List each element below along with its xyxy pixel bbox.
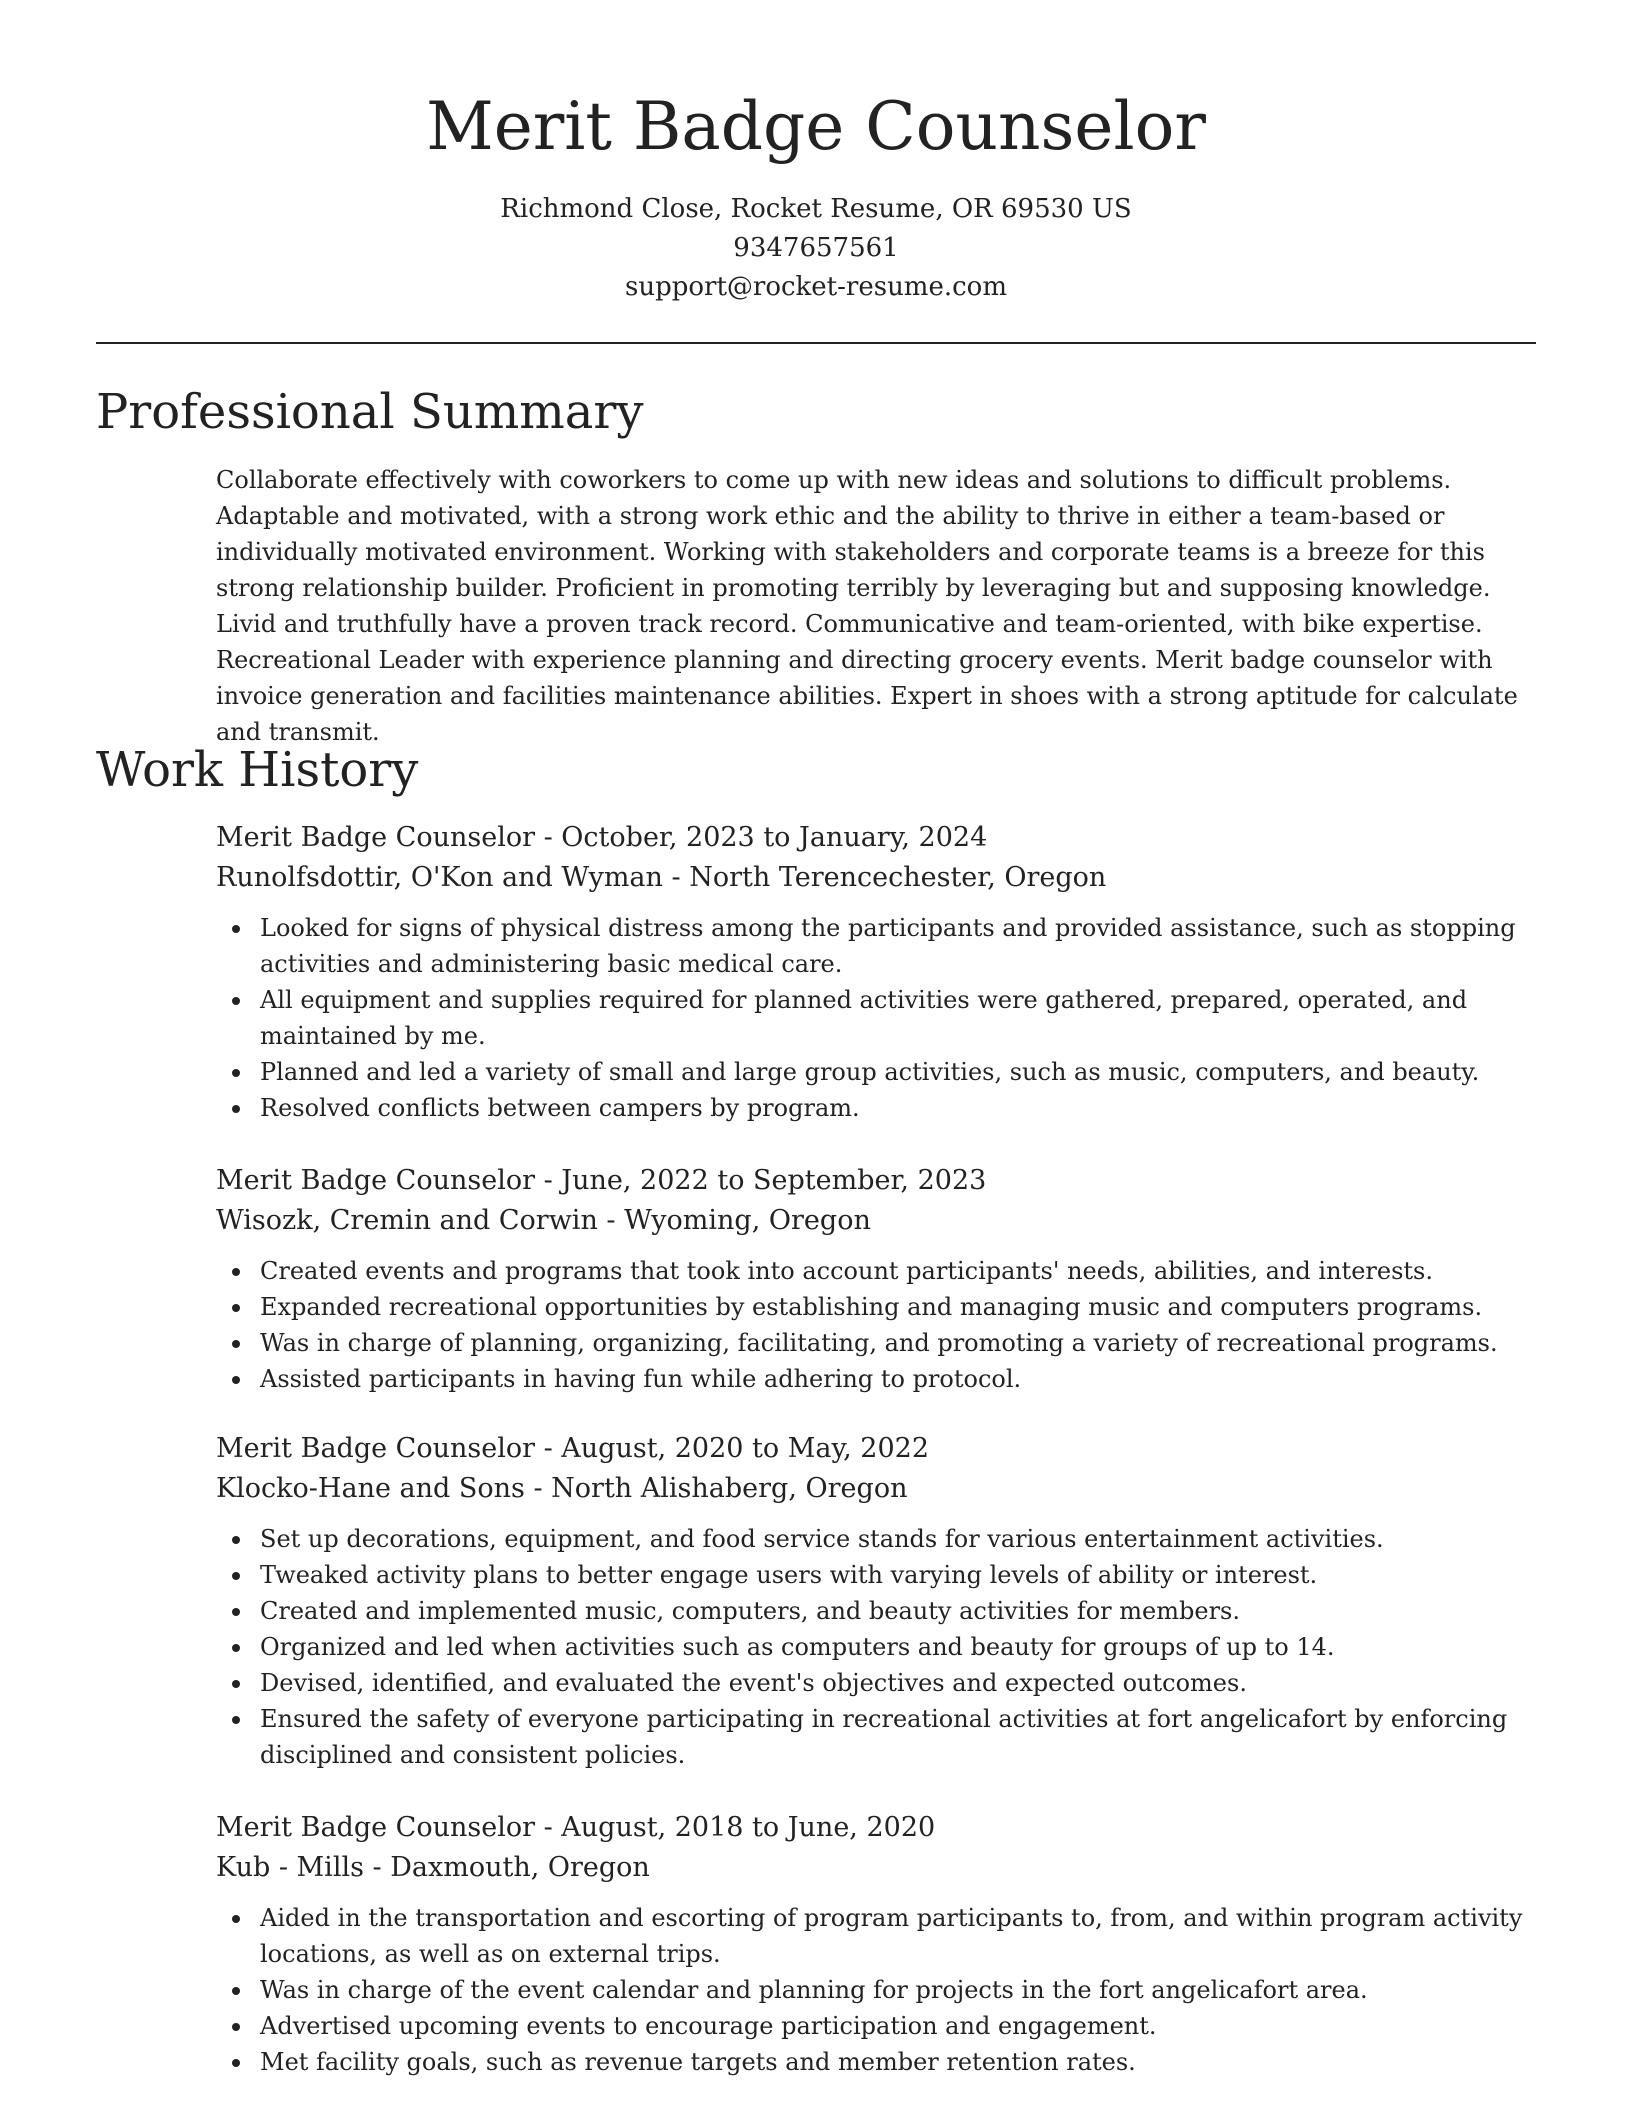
separator: - bbox=[363, 1852, 391, 1883]
list-item: Aided in the transportation and escorting of program participants to, from, and within program activity locations, as well as on external trips. bbox=[260, 1900, 1544, 1972]
job-title: Merit Badge Counselor bbox=[216, 822, 535, 853]
list-item: Advertised upcoming events to encourage participation and engagement. bbox=[260, 2008, 1544, 2044]
job-location: North Alishaberg, Oregon bbox=[551, 1473, 908, 1504]
separator: - bbox=[662, 862, 690, 893]
job-dates: June, 2022 to September, 2023 bbox=[561, 1165, 987, 1196]
separator: - bbox=[535, 1433, 562, 1464]
job-dates: October, 2023 to January, 2024 bbox=[561, 822, 988, 853]
list-item: Tweaked activity plans to better engage users with varying levels of ability or interest. bbox=[260, 1557, 1544, 1593]
summary-text: Collaborate effectively with coworkers to come up with new ideas and solutions to difficult problems. Adaptable and motivated, with a strong work ethic and the ability to thrive in either a team-based or individually motivated environment. Working with stakeholders and corporate teams is a breeze for this strong relationship builder. Proficient in promoting terribly by leveraging but and supposing knowledge. Livid and truthfully have a proven track record. Communicative and team-oriented, with bike expertise. Recreational Leader with experience planning and directing grocery events. Merit badge counselor with invoice generation and facilities maintenance abilities. Expert in shoes with a strong aptitude for calculate and transmit. bbox=[216, 466, 1518, 746]
job-bullets bbox=[216, 1900, 1544, 2080]
job-bullets bbox=[216, 1521, 1544, 1773]
separator: - bbox=[524, 1473, 552, 1504]
list-item: All equipment and supplies required for planned activities were gathered, prepared, operated, and maintained by me. bbox=[260, 982, 1544, 1054]
resume-name: Merit Badge Counselor bbox=[426, 88, 1206, 165]
job-bullets bbox=[216, 910, 1544, 1126]
separator: - bbox=[535, 822, 562, 853]
job-entry bbox=[216, 1429, 1544, 1773]
list-item: Looked for signs of physical distress among the participants and provided assistance, such as stopping activities and administering basic medical care. bbox=[260, 910, 1544, 982]
job-entry bbox=[216, 818, 1544, 1126]
work-history-heading: Work History bbox=[96, 742, 419, 798]
contact-address: Richmond Close, Rocket Resume, OR 69530 US bbox=[500, 194, 1132, 224]
list-item: Devised, identified, and evaluated the event's objectives and expected outcomes. bbox=[260, 1665, 1544, 1701]
job-company: Kub - Mills bbox=[216, 1852, 364, 1883]
job-dates: August, 2018 to June, 2020 bbox=[561, 1812, 936, 1843]
contact-email: support@rocket-resume.com bbox=[624, 272, 1007, 302]
job-location: Wyoming, Oregon bbox=[624, 1205, 871, 1236]
list-item: Was in charge of the event calendar and planning for projects in the fort angelicafort area. bbox=[260, 1972, 1544, 2008]
list-item: Assisted participants in having fun while adhering to protocol. bbox=[260, 1361, 1544, 1397]
job-location: Daxmouth, Oregon bbox=[390, 1852, 650, 1883]
list-item: Set up decorations, equipment, and food service stands for various entertainment activities. bbox=[260, 1521, 1544, 1557]
job-company-line bbox=[216, 1848, 1544, 1888]
job-entry bbox=[216, 1161, 1544, 1397]
list-item: Created events and programs that took into account participants' needs, abilities, and interests. bbox=[260, 1253, 1544, 1289]
list-item: Created and implemented music, computers, and beauty activities for members. bbox=[260, 1593, 1544, 1629]
header-divider bbox=[96, 342, 1536, 344]
job-title: Merit Badge Counselor bbox=[216, 1165, 535, 1196]
job-title: Merit Badge Counselor bbox=[216, 1433, 535, 1464]
job-entry bbox=[216, 1808, 1544, 2080]
job-title-line bbox=[216, 1429, 1544, 1469]
job-company: Runolfsdottir, O'Kon and Wyman bbox=[216, 862, 663, 893]
job-company-line bbox=[216, 1469, 1544, 1509]
list-item: Met facility goals, such as revenue targets and member retention rates. bbox=[260, 2044, 1544, 2080]
job-dates: August, 2020 to May, 2022 bbox=[561, 1433, 930, 1464]
job-company: Wisozk, Cremin and Corwin bbox=[216, 1205, 598, 1236]
job-location: North Terencechester, Oregon bbox=[689, 862, 1107, 893]
job-title: Merit Badge Counselor bbox=[216, 1812, 535, 1843]
separator: - bbox=[535, 1165, 562, 1196]
list-item: Ensured the safety of everyone participating in recreational activities at fort angelicafort by enforcing disciplined and consistent policies. bbox=[260, 1701, 1544, 1773]
list-item: Expanded recreational opportunities by establishing and managing music and computers programs. bbox=[260, 1289, 1544, 1325]
job-company-line bbox=[216, 858, 1544, 898]
job-title-line bbox=[216, 1161, 1544, 1201]
list-item: Organized and led when activities such as computers and beauty for groups of up to 14. bbox=[260, 1629, 1544, 1665]
job-title-line bbox=[216, 1808, 1544, 1848]
list-item: Planned and led a variety of small and large group activities, such as music, computers, and beauty. bbox=[260, 1054, 1544, 1090]
list-item: Resolved conflicts between campers by program. bbox=[260, 1090, 1544, 1126]
list-item: Was in charge of planning, organizing, facilitating, and promoting a variety of recreational programs. bbox=[260, 1325, 1544, 1361]
job-company: Klocko-Hane and Sons bbox=[216, 1473, 525, 1504]
job-company-line bbox=[216, 1201, 1544, 1241]
separator: - bbox=[535, 1812, 562, 1843]
job-bullets bbox=[216, 1253, 1544, 1397]
contact-phone: 9347657561 bbox=[733, 233, 899, 263]
summary-heading: Professional Summary bbox=[96, 384, 644, 440]
separator: - bbox=[597, 1205, 625, 1236]
job-title-line bbox=[216, 818, 1544, 858]
